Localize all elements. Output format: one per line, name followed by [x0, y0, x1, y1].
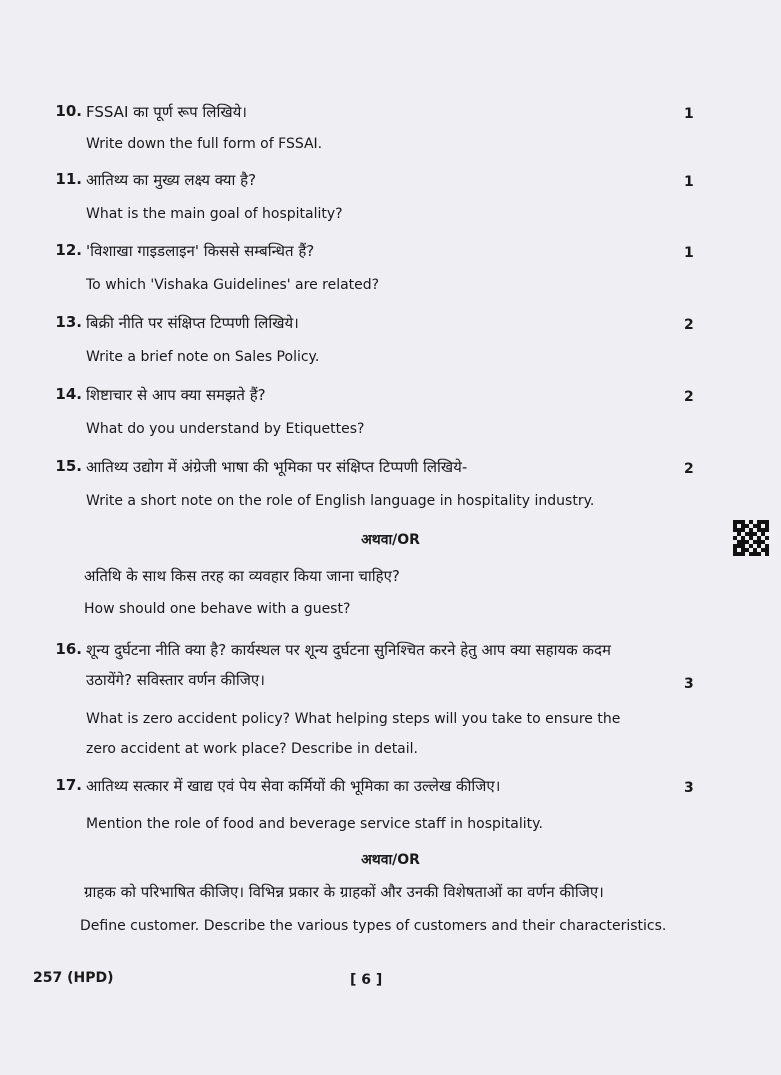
question-english: What do you understand by Etiquettes? [86, 421, 365, 437]
question-hindi: 'विशाखा गाइडलाइन' किससे सम्बन्धित हैं? [86, 242, 315, 260]
question-hindi-line-1: शून्य दुर्घटना नीति क्या है? कार्यस्थल पर शून्य दुर्घटना सुनिश्चित करने हेतु आप क्या सहायक कदम [86, 641, 611, 659]
question-hindi: आतिथ्य सत्कार में खाद्य एवं पेय सेवा कर्मियों की भूमिका का उल्लेख कीजिए। [86, 777, 501, 795]
question-15-or-hindi: अतिथि के साथ किस तरह का व्यवहार किया जाना चाहिए? [84, 567, 400, 585]
question-hindi: बिक्री नीति पर संक्षिप्त टिप्पणी लिखिये। [86, 314, 299, 332]
question-marks: 1 [684, 245, 694, 261]
question-number: 16. [55, 640, 82, 658]
question-english: Write down the full form of FSSAI. [86, 136, 323, 152]
question-number: 11. [55, 170, 82, 188]
question-number: 13. [55, 313, 82, 331]
question-english: Write a short note on the role of English language in hospitality industry. [86, 493, 595, 509]
question-marks: 2 [684, 461, 694, 477]
question-hindi: FSSAI का पूर्ण रूप लिखिये। [86, 103, 247, 121]
question-english: Mention the role of food and beverage service staff in hospitality. [86, 816, 543, 832]
question-number: 12. [55, 241, 82, 259]
question-marks: 3 [684, 676, 694, 692]
question-17-or-hindi: ग्राहक को परिभाषित कीजिए। विभिन्न प्रकार के ग्राहकों और उनकी विशेषताओं का वर्णन कीजिए। [84, 883, 604, 901]
qr-code-icon [733, 520, 769, 556]
question-marks: 2 [684, 317, 694, 333]
question-english: To which 'Vishaka Guidelines' are related? [86, 277, 380, 293]
question-hindi-line-2: उठायेंगे? सविस्तार वर्णन कीजिए। [86, 671, 265, 689]
question-number: 14. [55, 385, 82, 403]
question-17-or-english: Define customer. Describe the various types of customers and their characteristics. [80, 918, 667, 934]
question-number: 17. [55, 776, 82, 794]
or-divider: अथवा/OR [361, 852, 420, 868]
question-english: What is the main goal of hospitality? [86, 206, 343, 222]
question-15-or-english: How should one behave with a guest? [84, 601, 351, 617]
or-divider: अथवा/OR [361, 532, 420, 548]
question-english-line-1: What is zero accident policy? What helping steps will you take to ensure the [86, 711, 621, 727]
question-number: 10. [55, 102, 82, 120]
paper-code: 257 (HPD) [33, 970, 114, 986]
question-english-line-2: zero accident at work place? Describe in detail. [86, 741, 418, 757]
question-marks: 3 [684, 780, 694, 796]
question-english: Write a brief note on Sales Policy. [86, 349, 320, 365]
question-hindi: शिष्टाचार से आप क्या समझते हैं? [86, 386, 266, 404]
question-marks: 1 [684, 106, 694, 122]
question-number: 15. [55, 457, 82, 475]
question-marks: 1 [684, 174, 694, 190]
question-marks: 2 [684, 389, 694, 405]
page-number: [ 6 ] [350, 972, 383, 988]
question-hindi: आतिथ्य का मुख्य लक्ष्य क्या है? [86, 171, 257, 189]
question-hindi: आतिथ्य उद्योग में अंग्रेजी भाषा की भूमिका पर संक्षिप्त टिप्पणी लिखिये- [86, 458, 468, 476]
